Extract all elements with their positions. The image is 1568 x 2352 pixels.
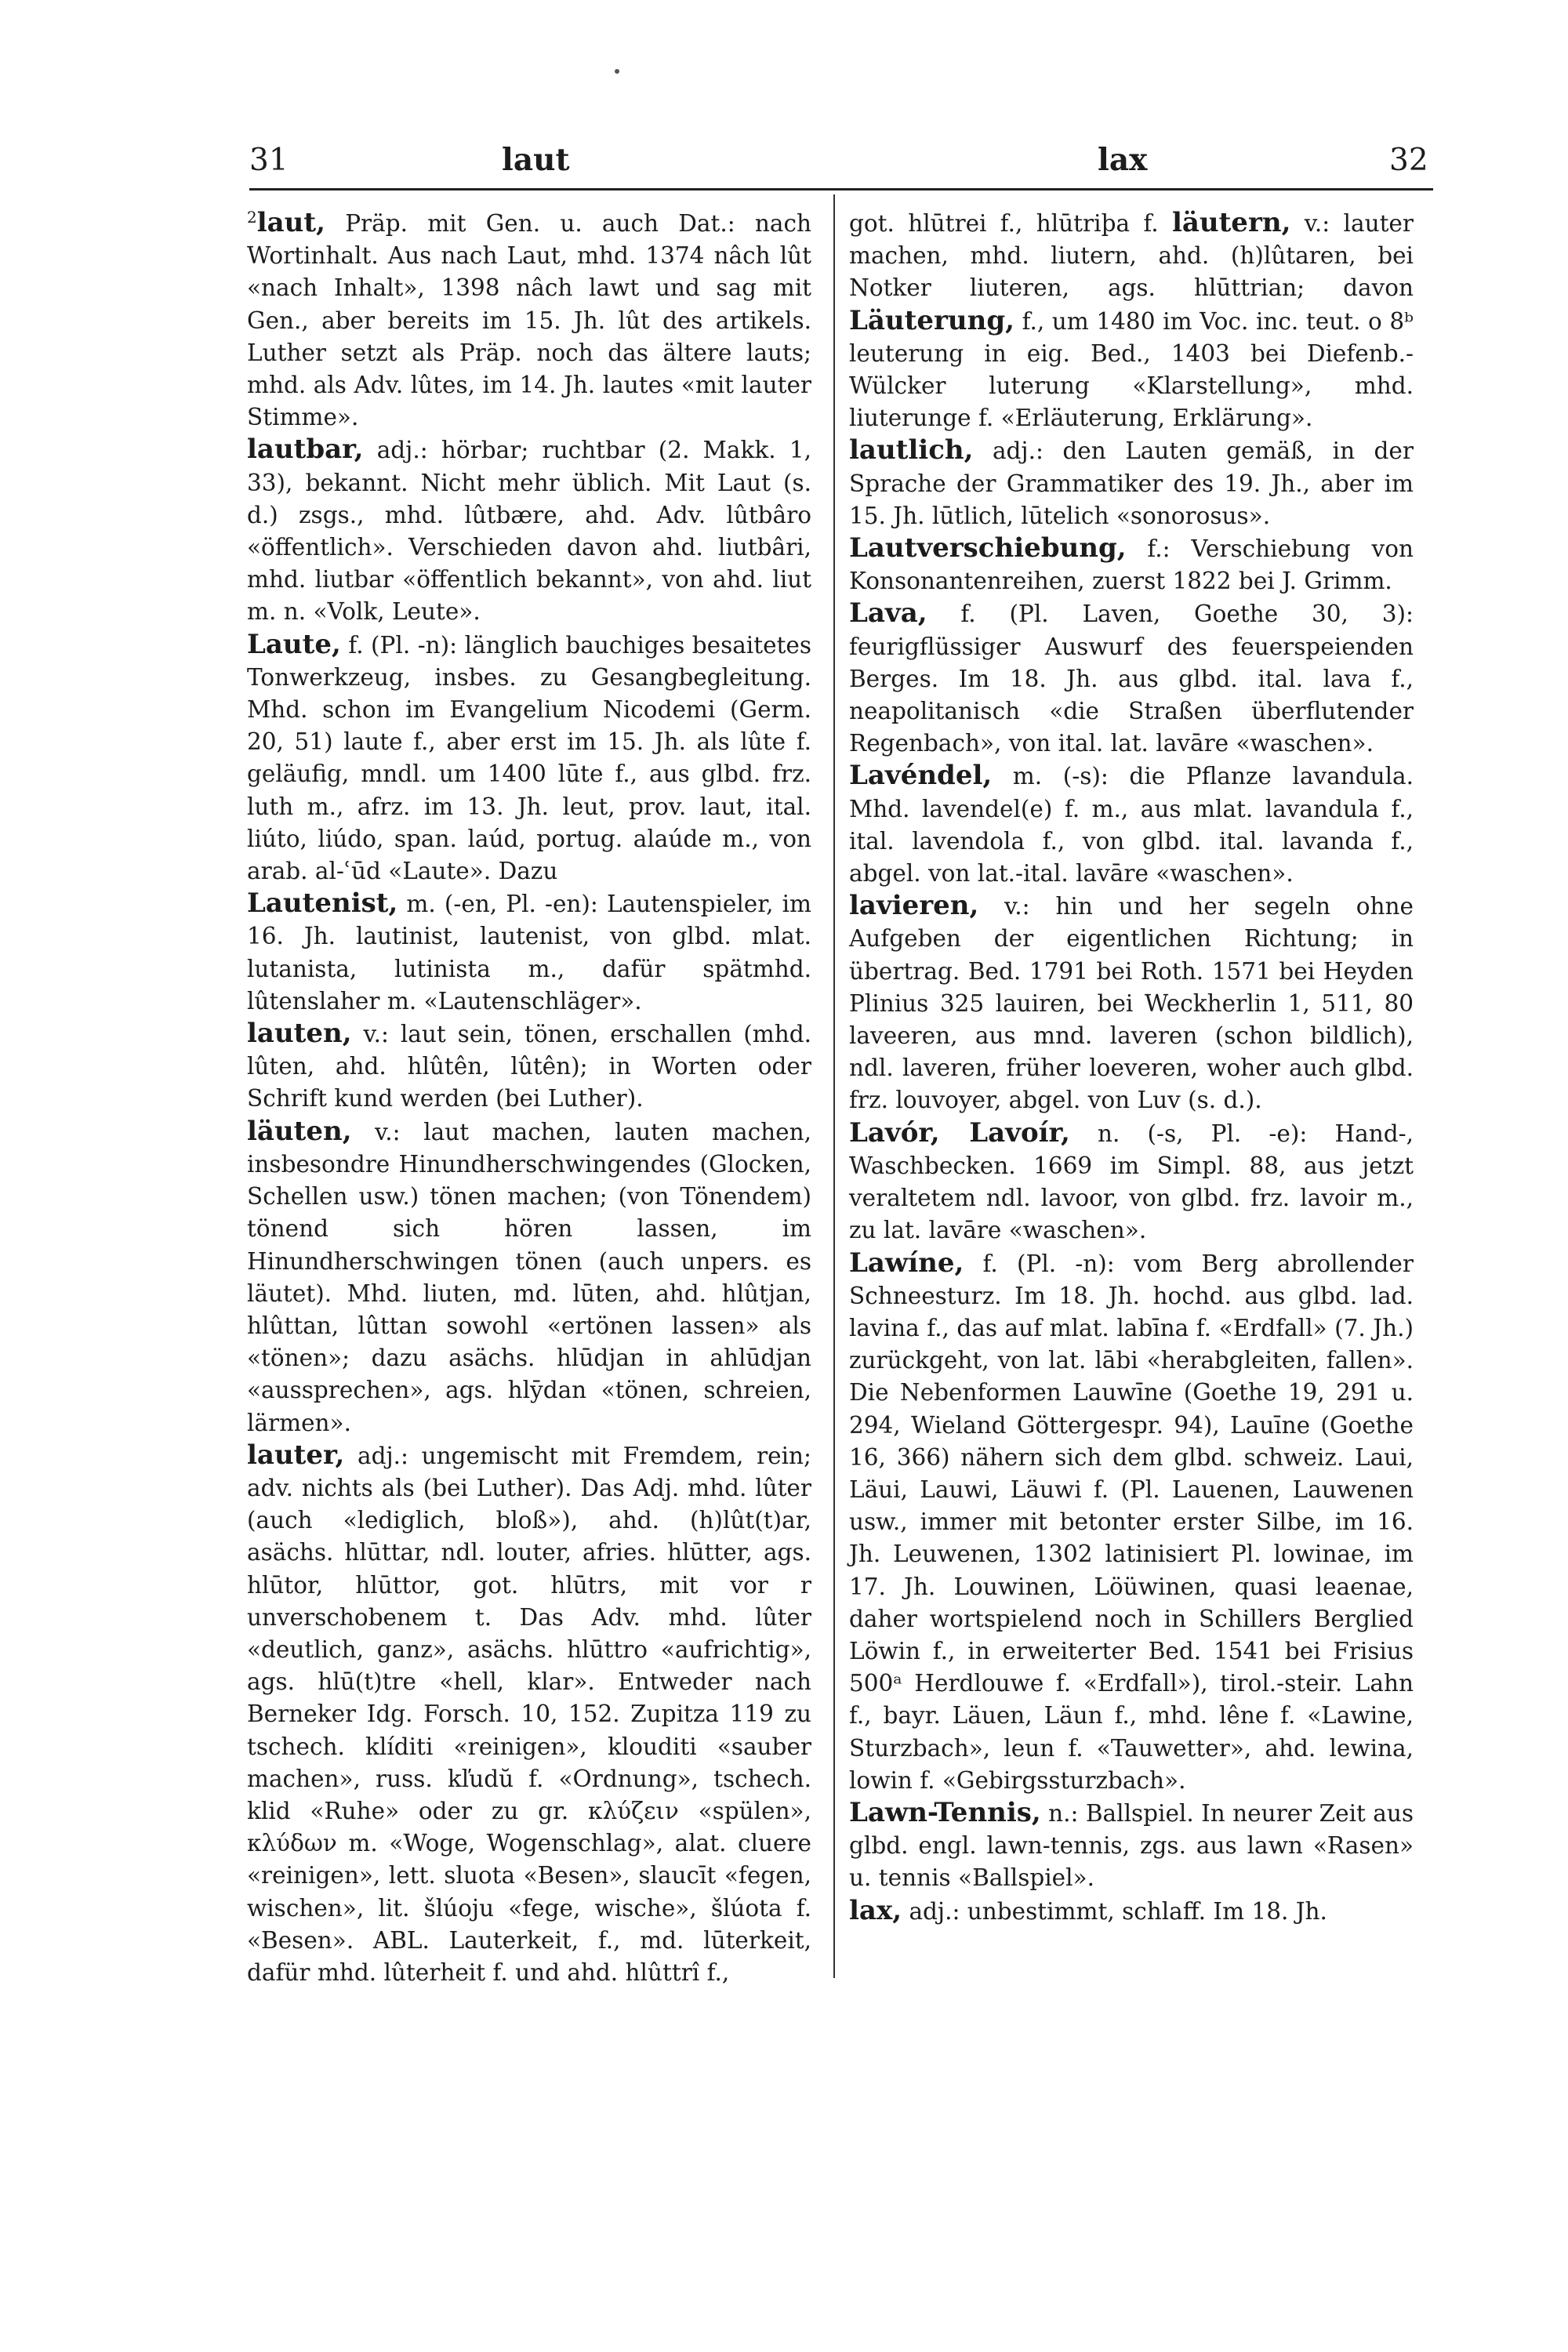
headword: Lautverschiebung, bbox=[849, 532, 1127, 564]
header-rule bbox=[249, 188, 1433, 191]
headword: lauten, bbox=[247, 1018, 352, 1050]
headword: lauter, bbox=[247, 1439, 345, 1471]
entry-text: Präp. mit Gen. u. auch Dat.: nach Wortinhalt. Aus nach Laut, mhd. 1374 nâch lût «nach Inhalt», 1398 nâch lawt und sag mit Gen., aber bereits im 15. Jh. lût des artikels. Luther setzt als Präp. noch das ältere lauts; mhd. als Adv. lûtes, im 14. Jh. lautes «mit lauter Stimme». bbox=[247, 210, 811, 431]
entry-text: got. hlūtrei f., hlūtriþa f. bbox=[849, 210, 1159, 237]
right-column bbox=[849, 207, 1414, 1928]
headword: Lawíne, bbox=[849, 1247, 964, 1279]
entry-lax bbox=[849, 1895, 1414, 1928]
headword: lavieren, bbox=[849, 890, 979, 922]
entry-lautbar bbox=[247, 434, 811, 628]
entry-text: v.: lauter machen, mhd. liutern, ahd. (h)lûtaren, bei Notker liuteren, ags. hlūttrian; davon bbox=[849, 210, 1414, 302]
entry-lawn-tennis bbox=[849, 1797, 1414, 1895]
entry-laut-2 bbox=[247, 207, 811, 434]
headword: lautbar, bbox=[247, 434, 364, 466]
left-column bbox=[247, 207, 811, 1989]
entry-text: m. (-en, Pl. -en): Lautenspieler, im 16. Jh. lautinist, lautenist, von glbd. mlat. lutanista, lutinista m., dafür spätmhd. lûtenslaher m. «Lautenschläger». bbox=[247, 891, 811, 1014]
entry-text: adj.: unbestimmt, schlaff. Im 18. Jh. bbox=[909, 1897, 1327, 1925]
headword: laut, bbox=[256, 207, 325, 238]
headword: läutern, bbox=[1171, 207, 1291, 238]
catchword-left: laut bbox=[502, 142, 570, 178]
entry-text: adj.: hörbar; ruchtbar (2. Makk. 1, 33), bekannt. Nicht mehr üblich. Mit Laut (s. d.) zsgs., mhd. lûtbære, ahd. Adv. lûtbâro «öffentlich». Verschieden davon ahd. liutbâri, mhd. liutbar «öffentlich bekannt», von ahd. liut m. n. «Volk, Leute». bbox=[247, 437, 811, 626]
headword: lax, bbox=[849, 1894, 902, 1926]
column-divider bbox=[833, 194, 835, 1978]
entry-laute bbox=[247, 629, 811, 888]
entry-lauter bbox=[247, 1439, 811, 1989]
entry-laeuten bbox=[247, 1116, 811, 1439]
headword: Lavéndel, bbox=[849, 760, 993, 792]
catchword-right: lax bbox=[1098, 142, 1148, 178]
entry-continuation bbox=[849, 207, 1414, 434]
headword: lautlich, bbox=[849, 434, 974, 466]
entry-lautlich bbox=[849, 434, 1414, 532]
headword: Lavór, Lavoír, bbox=[849, 1116, 1070, 1149]
entry-lavor bbox=[849, 1117, 1414, 1247]
entry-text: f. (Pl. Laven, Goethe 30, 3): feurigflüssiger Auswurf des feuerspeienden Berges. Im 18. Jh. aus glbd. ital. lava f., neapolitanisch «die Straßen überflutender Regenbach», von ital. lat. lavāre «waschen». bbox=[849, 601, 1414, 757]
entry-text: n. (-s, Pl. -e): Hand-, Waschbecken. 1669 im Simpl. 88, aus jetzt veraltetem ndl. lavoor, von glbd. frz. lavoir m., zu lat. lavāre «waschen». bbox=[849, 1120, 1414, 1244]
entry-lavieren bbox=[849, 890, 1414, 1116]
headword: Lawn-Tennis, bbox=[849, 1796, 1041, 1828]
headword: Lava, bbox=[849, 597, 927, 630]
entry-text: f., um 1480 im Voc. inc. teut. o 8ᵇ leuterung in eig. Bed., 1403 bei Diefenb.-Wülcker luterung «Klarstellung», mhd. liuterunge f. «Erläuterung, Erklärung». bbox=[849, 307, 1414, 432]
headword: Läuterung, bbox=[849, 304, 1014, 336]
entry-text: m. (-s): die Pflanze lavandula. Mhd. lavendel(e) f. m., aus mlat. lavandula f., ital. lavendola f., von glbd. ital. lavanda f., abgel. von lat.-ital. lavāre «waschen». bbox=[849, 763, 1414, 887]
entry-lautverschiebung bbox=[849, 532, 1414, 597]
page-number-right: 32 bbox=[1389, 143, 1428, 178]
entry-lauten bbox=[247, 1018, 811, 1116]
entry-text: v.: laut machen, lauten machen, insbesondre Hinundherschwingendes (Glocken, Schellen usw.) tönen machen; (von Tönendem) tönend sich hören lassen, im Hinundherschwingen tönen (auch unpers. es läutet). Mhd. liuten, md. lūten, ahd. hlûtjan, hlûttan, lûttan sowohl «ertönen lassen» als «tönen»; dazu asächs. hlūdjan in ahlūdjan «aussprechen», ags. hlȳdan «tönen, schreien, lärmen». bbox=[247, 1118, 811, 1436]
entry-text: f. (Pl. -n): vom Berg abrollender Schneesturz. Im 18. Jh. hochd. aus glbd. lad. lavina f., das auf mlat. labīna f. «Erdfall» (7. Jh.) zurückgeht, von lat. lābi «herabgleiten, fallen». Die Nebenformen Lauwīne (Goethe 19, 291 u. 294, Wieland Göttergespr. 94), Lauīne (Goethe 16, 366) nähern sich dem glbd. schweiz. Laui, Läui, Lauwi, Läuwi f. (Pl. Lauenen, Lauwenen usw., immer mit betonter erster Silbe, im 16. Jh. Leuwenen, 1302 latinisiert Pl. lowinae, im 17. Jh. Louwinen, Löüwinen, quasi leaenae, daher wortspielend noch in Schillers Berglied Löwin f., in erweiterter Bed. 1541 bei Frisius 500ᵃ Herdlouwe f. «Erdfall»), tirol.-steir. Lahn f., bayr. Läuen, Läun f., mhd. lêne f. «Lawine, Sturzbach», leun f. «Tauwetter», ahd. lewina, lowin f. «Gebirgssturzbach». bbox=[849, 1250, 1414, 1794]
entry-text: adj.: den Lauten gemäß, in der Sprache der Grammatiker des 19. Jh., aber im 15. Jh. lūtlich, lūtelich «sonorosus». bbox=[849, 437, 1414, 529]
entry-text: v.: laut sein, tönen, erschallen (mhd. lûten, ahd. hlûtên, lûtên); in Worten oder Schrift kund werden (bei Luther). bbox=[247, 1021, 811, 1112]
entry-lava bbox=[849, 597, 1414, 760]
headword: läuten, bbox=[247, 1115, 352, 1147]
entry-lautenist bbox=[247, 887, 811, 1018]
homograph-number: 2 bbox=[247, 208, 257, 227]
entry-lawine bbox=[849, 1247, 1414, 1797]
page-number-left: 31 bbox=[249, 143, 289, 178]
entry-text: n.: Ballspiel. In neurer Zeit aus glbd. engl. lawn-tennis, zgs. aus lawn «Rasen» u. tennis «Ballspiel». bbox=[849, 1799, 1414, 1892]
headword: Lautenist, bbox=[247, 887, 398, 920]
print-speck bbox=[615, 69, 619, 74]
entry-text: f.: Verschiebung von Konsonantenreihen, zuerst 1822 bei J. Grimm. bbox=[849, 535, 1414, 595]
entry-text: f. (Pl. -n): länglich bauchiges besaitetes Tonwerkzeug, insbes. zu Gesangbegleitung. Mhd. schon im Evangelium Nicodemi (Germ. 20, 51) laute f., aber erst im 15. Jh. als lûte f. geläufig, mndl. um 1400 lūte f., aus glbd. frz. luth m., afrz. im 13. Jh. leut, prov. laut, ital. liúto, liúdo, span. laúd, portug. alaúde m., von arab. al-ʿūd «Laute». Dazu bbox=[247, 631, 811, 885]
headword: Laute, bbox=[247, 628, 341, 660]
entry-text: adj.: ungemischt mit Fremdem, rein; adv. nichts als (bei Luther). Das Adj. mhd. lûter (auch «lediglich, bloß»), ahd. (h)lût(t)ar, asächs. hlūttar, ndl. louter, afries. hlūtter, ags. hlūtor, hlūttor, got. hlūtrs, mit vor r unverschobenem t. Das Adv. mhd. lûter «deutlich, ganz», asächs. hlūttro «aufrichtig», ags. hlū(t)tre «hell, klar». Entweder nach Berneker Idg. Forsch. 10, 152. Zupitza 119 zu tschech. klíditi «reinigen», klouditi «sauber machen», russ. kľudŭ f. «Ordnung», tschech. klid «Ruhe» oder zu gr. κλύζειν «spülen», κλύδων m. «Woge, Wogenschlag», alat. cluere «reinigen», lett. sluota «Besen», slaucīt «fegen, wischen», lit. šlúoju «fege, wische», šlúota f. «Besen». ABL. Lauterkeit, f., md. lūterkeit, dafür mhd. lûterheit f. und ahd. hlûttrî f., bbox=[247, 1442, 811, 1986]
entry-lavendel bbox=[849, 760, 1414, 890]
entry-text: v.: hin und her segeln ohne Aufgeben der eigentlichen Richtung; in übertrag. Bed. 1791 bei Roth. 1571 bei Heyden Plinius 325 lauiren, bei Weckherlin 1, 511, 80 laveeren, aus mnd. laveren (schon bildlich), ndl. laveren, früher loeveren, woher auch glbd. frz. louvoyer, abgel. von Luv (s. d.). bbox=[849, 893, 1414, 1114]
